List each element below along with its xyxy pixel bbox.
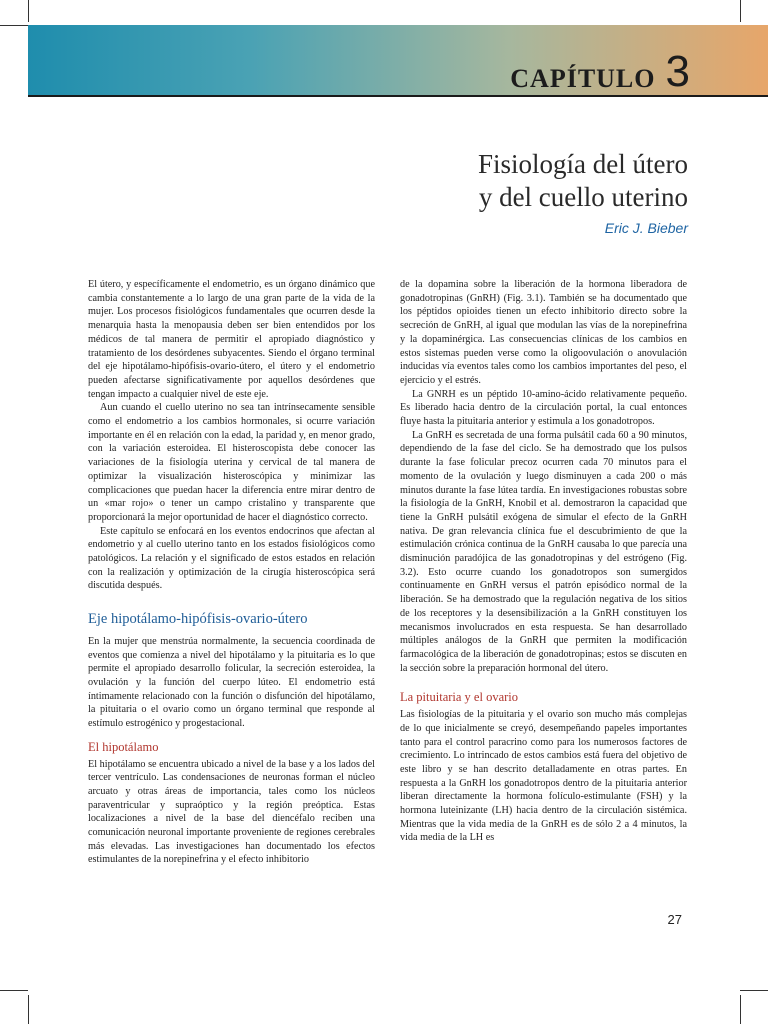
crop-mark — [0, 25, 28, 26]
crop-mark — [28, 995, 29, 1024]
page-number: 27 — [667, 912, 682, 927]
paragraph: Las fisiologías de la pituitaria y el ovario son mucho más complejas de lo que inicialmente se creyó, desempeñando papeles importantes tanto para el control paracrino como para los numerosos factores de crecimiento. Lo intrincado de estos cambios está fuera del objetivo de este libro y se han descrito detalladamente en otras partes. En respuesta a la GnRH los gonadotropos dentro de la pituitaria anterior liberan directamente la hormona folículo-estimulante (FSH) y la hormona luteinizante (LH) hacia dentro de la circulación sistémica. Mientras que la vida media de la GnRH es de sólo 2 a 4 minutos, la vida media de la LH es — [400, 709, 687, 844]
crop-mark — [740, 995, 741, 1024]
section-heading-axis: Eje hipotálamo-hipófisis-ovario-útero — [88, 611, 308, 628]
crop-mark — [0, 990, 28, 991]
right-column — [400, 278, 687, 845]
left-column — [88, 278, 375, 867]
paragraph: La GNRH es un péptido 10-amino-ácido relativamente pequeño. Es liberado hacia dentro de la circulación portal, la cual entonces fluye hasta la pituitaria anterior y estimula a los gonadotropos. — [400, 388, 687, 428]
chapter-word: CAPÍTULO — [510, 64, 656, 93]
paragraph: Este capítulo se enfocará en los eventos endocrinos que afectan al endometrio y al cuello uterino tanto en los estados fisiológicos como patológicos. La relación y el significado de estos estados en relación con la realización y optimización de la cirugía histeroscópica será discutida después. — [88, 525, 375, 592]
title-line-1: Fisiología del útero — [478, 149, 688, 179]
paragraph: El hipotálamo se encuentra ubicado a nivel de la base y a los lados del tercer ventrículo. Las condensaciones de neuronas forman el núcleo arcuato y otras áreas de importancia, tales como los núcleos paraventricular y supraóptico y la región preóptica. Estas localizaciones a nivel de la base del diencéfalo reciben una comunicación neuronal importante proveniente de regiones cerebrales más elevadas. Las investigaciones han documentado los efectos estimulantes de la norepinefrina y el efecto inhibitorio — [88, 758, 375, 866]
paragraph: El útero, y específicamente el endometrio, es un órgano dinámico que cambia constantemente a lo largo de una gran parte de la vida de la mujer. Los procesos fisiológicos fundamentales que ocurren desde la menarquia hasta la menopausia deben ser bien entendidos por los médicos de tal manera de permitir el apropiado diagnóstico y tratamiento de los desórdenes subyacentes. Siendo el órgano terminal del eje hipotálamo-hipófisis-ovario-útero, el útero y el endometrio pueden afectarse significativamente por aquellos desórdenes que tengan impacto a cualquier nivel de este eje. — [88, 279, 375, 400]
crop-mark — [740, 0, 741, 22]
chapter-number: 3 — [665, 47, 690, 96]
crop-mark — [740, 990, 768, 991]
subsection-heading-hypothalamus: El hipotálamo — [88, 739, 159, 754]
paragraph: En la mujer que menstrúa normalmente, la secuencia coordinada de eventos que comienza a nivel del hipotálamo y la pituitaria es lo que permite el apropiado desarrollo folicular, la secreción esteroidea, la ovulación y la función del cuerpo lúteo. El endometrio está íntimamente relacionado con la función o disfunción del hipotálamo, la pituitaria o el ovario como un órgano terminal que responde al estímulo estrogénico y progestacional. — [88, 635, 375, 730]
title-line-2: y del cuello uterino — [478, 182, 688, 212]
crop-mark — [28, 0, 29, 22]
author-name: Eric J. Bieber — [604, 220, 688, 236]
paragraph: de la dopamina sobre la liberación de la hormona liberadora de gonadotropinas (GnRH) (Fig. 3.1). También se ha documentado que los péptidos opioides tienen un efecto inhibitorio directo sobre la secreción de GnRH, al igual que modulan las vías de la norepinefrina y la dopaminérgica. Las consecuencias clínicas de los cambios en estos sistemas pueden verse como la oligoovulación o anovulación inducidas vía eventos tales como los cambios importantes del peso, el ejercicio y el estrés. — [400, 279, 687, 386]
paragraph: La GnRH es secretada de una forma pulsátil cada 60 a 90 minutos, dependiendo de la fase del ciclo. Se ha demostrado que los pulsos durante la fase folicular precoz ocurren cada 70 minutos para el momento de la ovulación y luego disminuyen a cada 200 o más minutos durante la fase lútea tardía. En investigaciones robustas sobre la fisiología de la GnRH, Knobil et al. demostraron la capacidad que tiene la GnRH pulsátil exógena de simular el efecto de la GnRH nativa. De gran relevancia clínica fue el descubrimiento de que la estimulación crónica continua de la GnRH causaba lo que parecía una disminución paradójica de las gonadotropinas y del estrógeno (Fig. 3.2). Esto ocurre cuando los gonadotropos son sumergidos continuamente en GnRH versus el patrón episódico normal de la liberación. Se ha demostrado que la regulación negativa de los sitios de los receptores y la desensibilización a la GnRH constituyen los mecanismos involucrados en esta respuesta. Se han desarrollado múltiples análogos de la GnRH que permiten la modificación farmacológica de la liberación de gonadotropinas; estos se discuten en la sección sobre la preparación hormonal del útero. — [400, 429, 687, 674]
subsection-heading-pituitary: La pituitaria y el ovario — [400, 690, 519, 705]
chapter-heading — [510, 46, 690, 96]
chapter-title — [478, 148, 688, 214]
paragraph: Aun cuando el cuello uterino no sea tan intrínsecamente sensible como el endometrio a los cambios hormonales, si ocurre variación importante en él en relación con la edad, la paridad y, en menor grado, con la variación esteroidea. El histeroscopista debe conocer las variaciones de la fisiología uterina y cervical de tal manera de optimizar la visualización histeroscópica y minimizar las complicaciones que puedan hacer la diferencia entre mirar dentro de un «mar rojo» o tener un campo cristalino y transparente que proporcionará la mejor oportunidad de hacer el diagnóstico correcto. — [88, 402, 375, 523]
